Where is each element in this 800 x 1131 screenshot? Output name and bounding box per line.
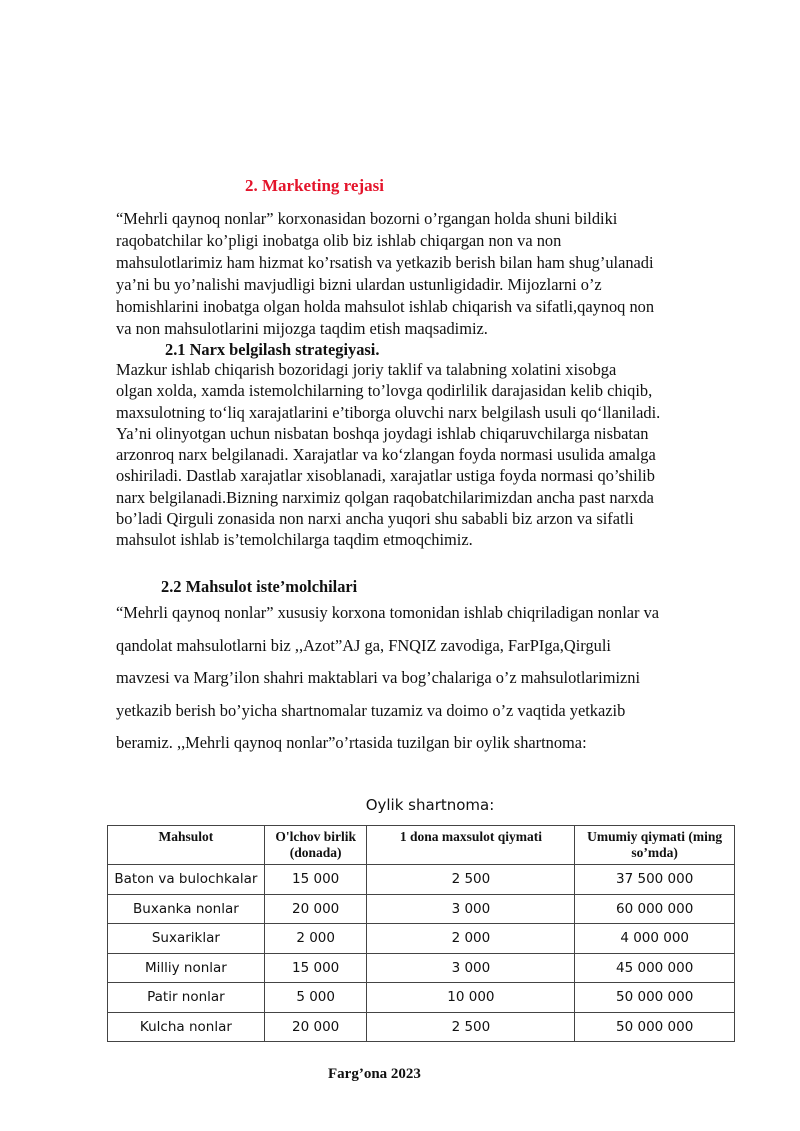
text-line: va non mahsulotlarini mijozga taqdim etish maqsadimiz. xyxy=(116,319,488,338)
table-header-row xyxy=(108,826,735,865)
text-line: narx belgilanadi.Bizning narximiz qolgan raqobatchilarimizdan ancha past narxda xyxy=(116,487,654,507)
cell-total: 45 000 000 xyxy=(575,953,735,983)
text-line: ya’ni bu yo’nalishi mavjudligi bizni ulardan ustunligidadir. Mijozlarni o’z xyxy=(116,275,602,294)
table-row xyxy=(108,953,735,983)
text-line: bo’ladi Qirguli zonasida non narxi ancha yuqori shu sababli biz arzon va sifatli xyxy=(116,509,634,529)
table-caption: Oylik shartnoma: xyxy=(365,796,495,814)
cell-total: 50 000 000 xyxy=(575,983,735,1013)
text-line: beramiz. ,,Mehrli qaynoq nonlar”o’rtasida tuzilgan bir oylik shartnoma: xyxy=(116,733,587,753)
cell-unit-price: 2 500 xyxy=(367,1012,575,1042)
cell-quantity: 15 000 xyxy=(264,865,367,895)
cell-total: 4 000 000 xyxy=(575,924,735,954)
header-unit: O'lchov birlik (donada) xyxy=(264,826,367,865)
text-line: Mazkur ishlab chiqarish bozoridagi joriy taklif va talabning xolatini xisobga xyxy=(116,360,617,379)
table-row xyxy=(108,894,735,924)
header-total: Umumiy qiymati (ming so’mda) xyxy=(575,826,735,865)
cell-quantity: 5 000 xyxy=(264,983,367,1013)
cell-quantity: 20 000 xyxy=(264,894,367,924)
cell-quantity: 2 000 xyxy=(264,924,367,954)
cell-total: 60 000 000 xyxy=(575,894,735,924)
cell-product: Kulcha nonlar xyxy=(108,1012,265,1042)
consumers-heading: 2.2 Mahsulot iste’molchilari xyxy=(161,577,358,596)
text-line: mavzesi va Marg’ilon shahri maktablari va bog’chalariga o’z mahsulotlarimizni xyxy=(116,668,641,688)
cell-quantity: 15 000 xyxy=(264,953,367,983)
text-line: “Mehrli qaynoq nonlar” xususiy korxona tomonidan ishlab chiqriladigan nonlar va xyxy=(116,603,660,622)
section-title: 2. Marketing rejasi xyxy=(245,176,384,195)
footer-place-year: Farg’ona 2023 xyxy=(328,1066,421,1082)
cell-unit-price: 3 000 xyxy=(367,953,575,983)
text-line: oshiriladi. Dastlab xarajatlar xisoblanadi, xarajatlar ustiga foyda normasi qo’shilib xyxy=(116,466,655,486)
text-line: maxsulotning to‘liq xarajatlarini e’tiborga oluvchi narx belgilash usuli qo‘llaniladi. xyxy=(116,402,661,422)
cell-product: Baton va bulochkalar xyxy=(108,865,265,895)
text-line: homishlarini inobatga olgan holda mahsulot ishlab chiqarish va sifatli,qaynoq non xyxy=(116,297,655,316)
pricing-heading: 2.1 Narx belgilash strategiyasi. xyxy=(165,340,380,359)
text-line: raqobatchilar ko’pligi inobatga olib biz ishlab chiqargan non va non xyxy=(116,231,562,250)
cell-unit-price: 2 500 xyxy=(367,865,575,895)
cell-product: Patir nonlar xyxy=(108,983,265,1013)
cell-unit-price: 3 000 xyxy=(367,894,575,924)
text-line: Ya’ni olinyotgan uchun nisbatan boshqa joydagi ishlab chiqaruvchilarga nisbatan xyxy=(116,423,649,443)
pricing-paragraph xyxy=(116,359,746,551)
table-row xyxy=(108,983,735,1013)
header-unit-price: 1 dona maxsulot qiymati xyxy=(367,826,575,865)
cell-unit-price: 2 000 xyxy=(367,924,575,954)
cell-product: Milliy nonlar xyxy=(108,953,265,983)
text-line: qandolat mahsulotlarni biz ,,Azot”AJ ga, FNQIZ zavodiga, FarPIga,Qirguli xyxy=(116,635,611,655)
monthly-contract-table xyxy=(107,825,735,1042)
cell-total: 50 000 000 xyxy=(575,1012,735,1042)
header-product: Mahsulot xyxy=(108,826,265,865)
text-line: mahsulot ishlab is’temolchilarga taqdim etmoqchimiz. xyxy=(116,530,473,550)
text-line: olgan xolda, xamda istemolchilarning to’lovga qodirlilik darajasidan kelib chiqib, xyxy=(116,381,653,401)
cell-unit-price: 10 000 xyxy=(367,983,575,1013)
table-row xyxy=(108,865,735,895)
text-line: yetkazib berish bo’yicha shartnomalar tuzamiz va doimo o’z vaqtida yetkazib xyxy=(116,700,626,720)
intro-paragraph xyxy=(116,208,746,340)
cell-quantity: 20 000 xyxy=(264,1012,367,1042)
cell-product: Suxariklar xyxy=(108,924,265,954)
text-line: “Mehrli qaynoq nonlar” korxonasidan bozorni o’rgangan holda shuni bildiki xyxy=(116,209,618,228)
text-line: arzonroq narx belgilanadi. Xarajatlar va ko‘zlangan foyda normasi usulida amalga xyxy=(116,445,656,465)
consumers-paragraph xyxy=(116,597,746,760)
table-row xyxy=(108,1012,735,1042)
cell-total: 37 500 000 xyxy=(575,865,735,895)
text-line: mahsulotlarimiz ham hizmat ko’rsatish va yetkazib berish bilan ham shug’ulanadi xyxy=(116,253,654,272)
cell-product: Buxanka nonlar xyxy=(108,894,265,924)
table-row xyxy=(108,924,735,954)
